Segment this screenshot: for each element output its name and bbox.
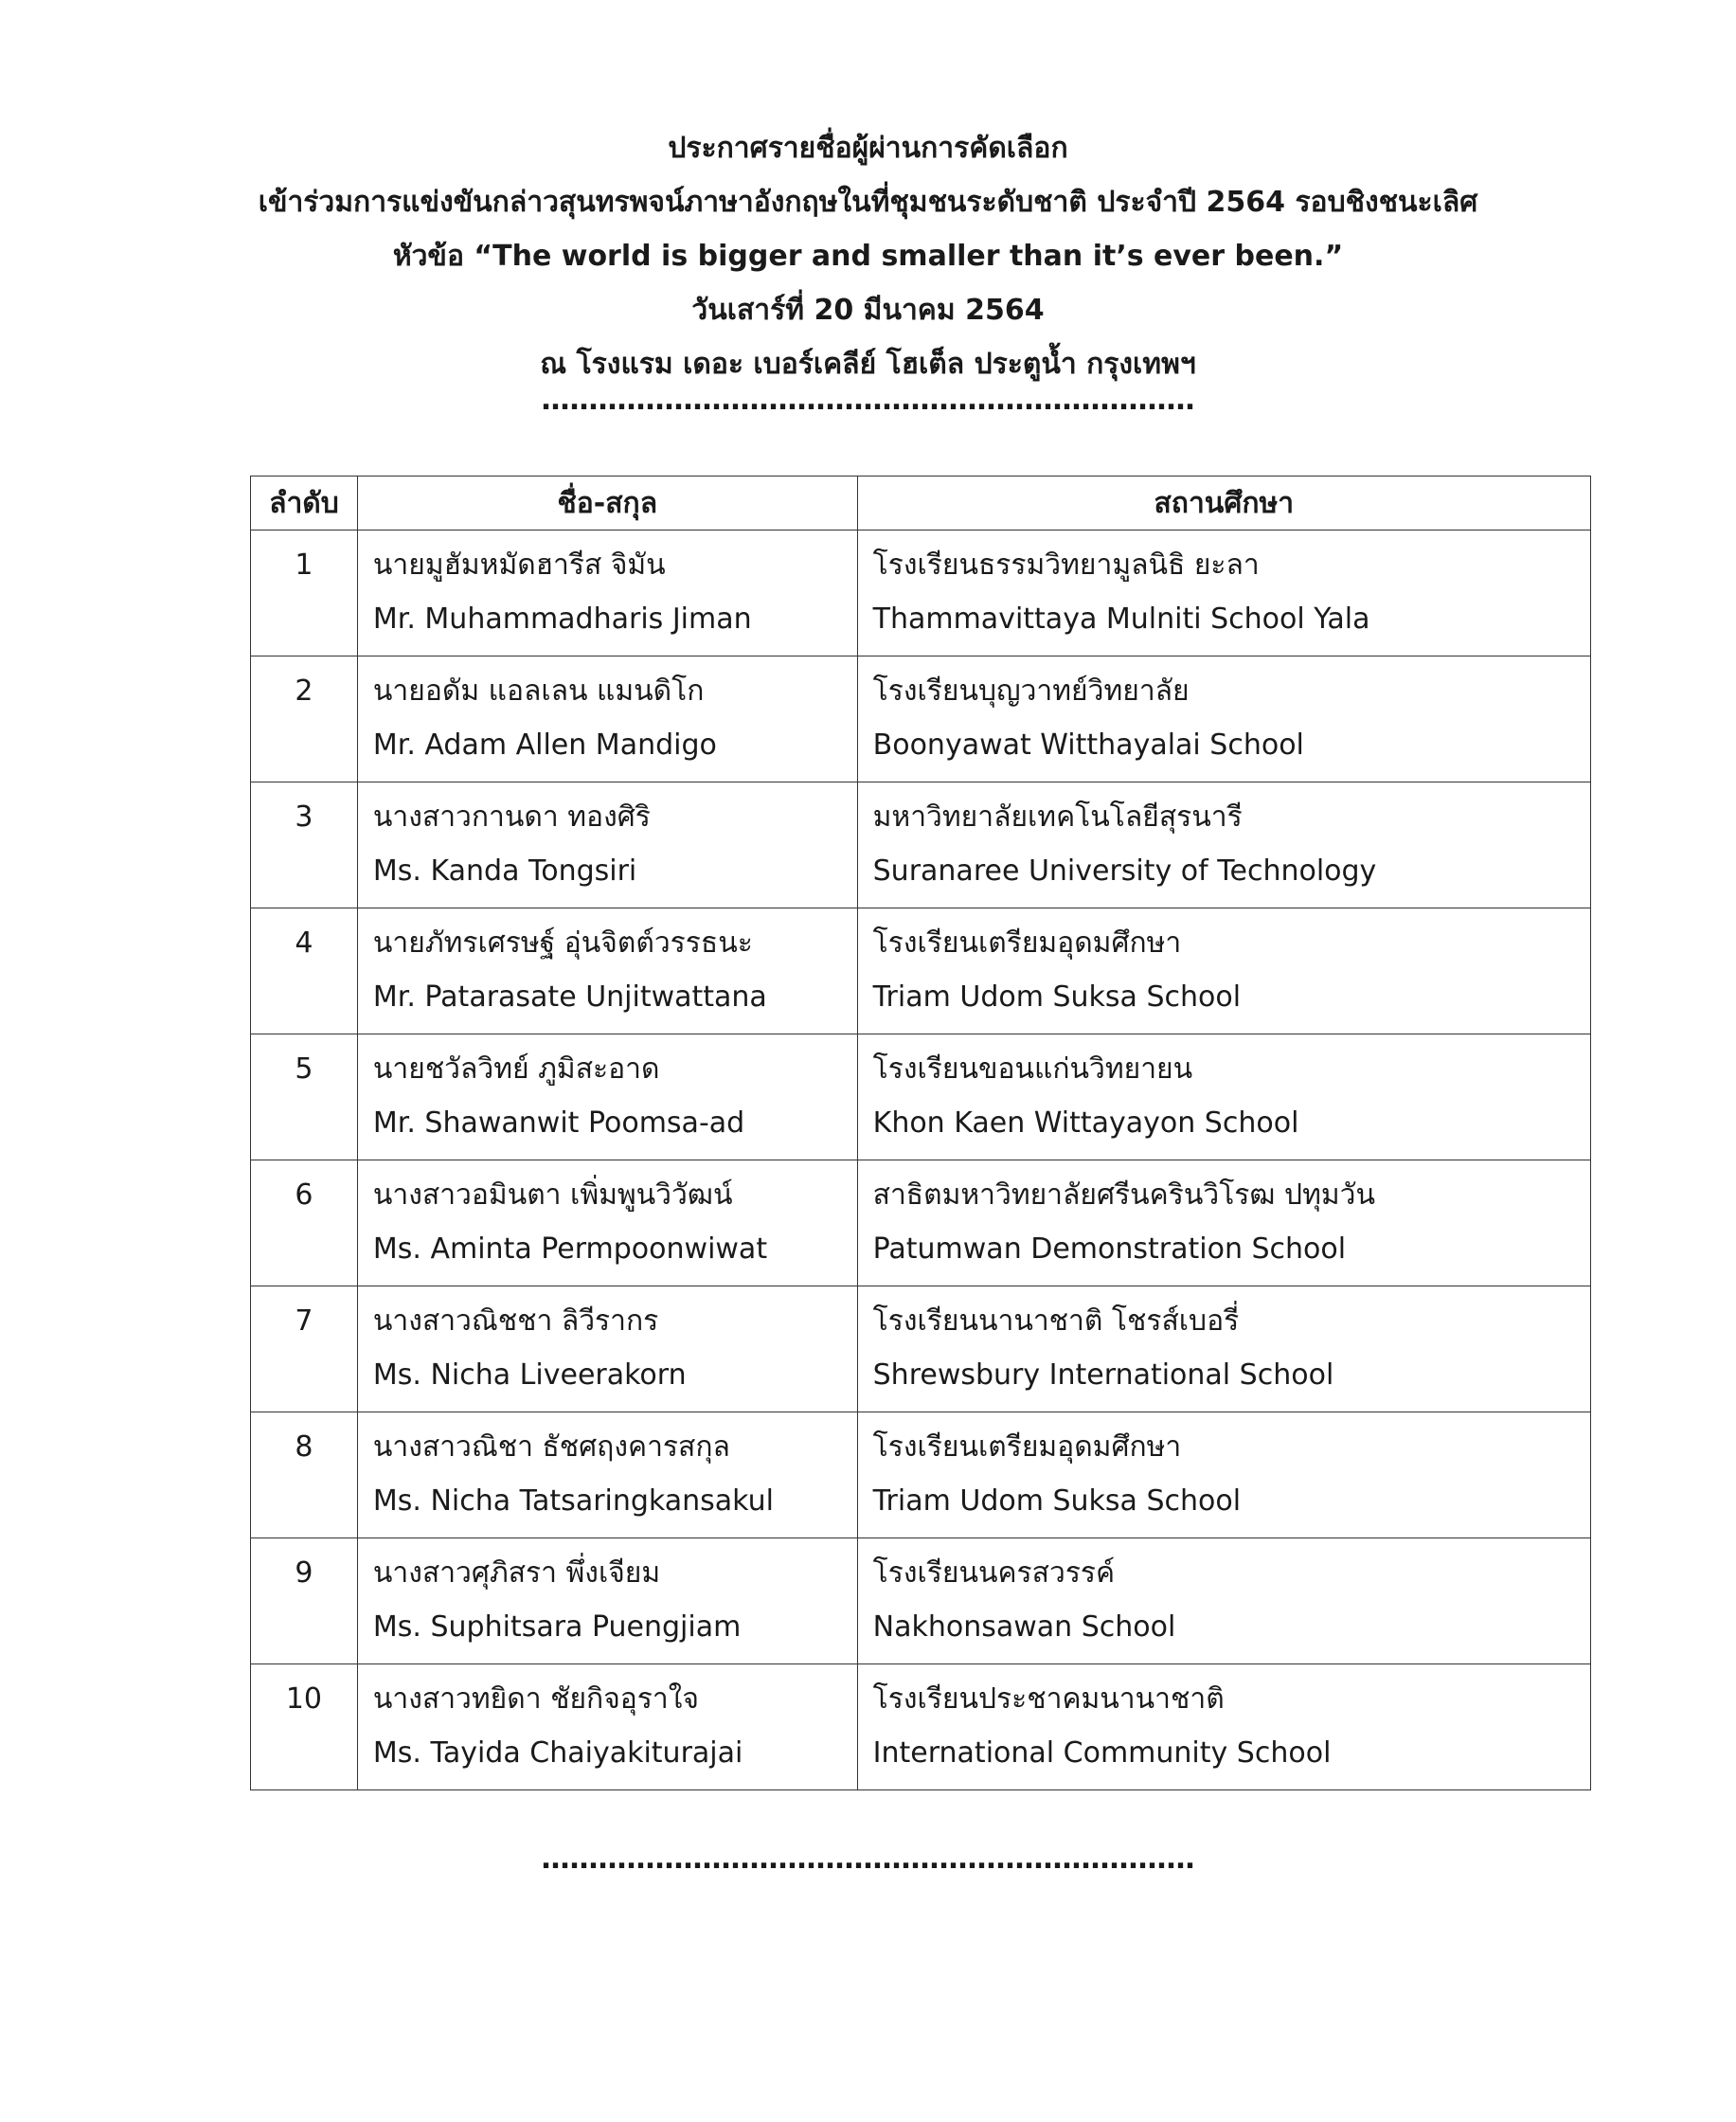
- row-number-cell: [251, 1412, 358, 1538]
- row-number: 2: [295, 674, 313, 708]
- name-cell: [357, 530, 857, 656]
- name-thai: นางสาวศุภิสรา พึ่งเจียม: [372, 1556, 661, 1590]
- speech-topic: หัวข้อ “The world is bigger and smaller than it’s ever been.”: [392, 240, 1344, 273]
- school-thai: โรงเรียนประชาคมนานาชาติ: [872, 1682, 1225, 1716]
- name-english: Mr. Adam Allen Mandigo: [372, 728, 717, 762]
- school-thai: โรงเรียนขอนแก่นวิทยายน: [872, 1052, 1193, 1086]
- name-thai: นางสาวทยิดา ชัยกิจอุราใจ: [372, 1682, 699, 1716]
- school-thai: สาธิตมหาวิทยาลัยศรีนครินวิโรฒ ปทุมวัน: [872, 1178, 1376, 1212]
- name-cell: [357, 656, 857, 782]
- separator-top: ……………………………………………………………: [541, 384, 1195, 417]
- school-cell: [857, 782, 1590, 908]
- separator-bottom: ……………………………………………………………: [541, 1843, 1195, 1876]
- name-cell: [357, 1412, 857, 1538]
- name-english: Mr. Shawanwit Poomsa-ad: [372, 1106, 745, 1140]
- school-english: International Community School: [872, 1736, 1332, 1770]
- competition-name: เข้าร่วมการแข่งขันกล่าวสุนทรพจน์ภาษาอังกฤษในที่ชุมชนระดับชาติ ประจำปี 2564 รอบชิงชนะเลิศ: [258, 186, 1478, 219]
- name-cell: [357, 782, 857, 908]
- table-row: [251, 1286, 1591, 1412]
- school-thai: โรงเรียนนานาชาติ โชรส์เบอรี่: [872, 1304, 1240, 1338]
- row-number: 8: [295, 1430, 313, 1464]
- school-cell: [857, 656, 1590, 782]
- row-number: 1: [295, 548, 313, 582]
- name-cell: [357, 908, 857, 1034]
- name-thai: นางสาวกานดา ทองศิริ: [372, 800, 651, 834]
- school-thai: โรงเรียนนครสวรรค์: [872, 1556, 1116, 1590]
- table-row: [251, 530, 1591, 656]
- table-row: [251, 1160, 1591, 1286]
- school-cell: [857, 908, 1590, 1034]
- school-english: Suranaree University of Technology: [872, 854, 1377, 888]
- name-english: Ms. Nicha Liveerakorn: [372, 1358, 687, 1392]
- column-header-school: สถานศึกษา: [857, 477, 1590, 530]
- row-number: 7: [295, 1304, 313, 1338]
- school-thai: โรงเรียนเตรียมอุดมศึกษา: [872, 1430, 1182, 1464]
- name-english: Mr. Muhammadharis Jiman: [372, 602, 752, 636]
- row-number-cell: [251, 530, 358, 656]
- school-cell: [857, 1412, 1590, 1538]
- name-english: Ms. Kanda Tongsiri: [372, 854, 637, 888]
- school-cell: [857, 1664, 1590, 1790]
- table-row: [251, 1034, 1591, 1160]
- school-thai: โรงเรียนธรรมวิทยามูลนิธิ ยะลา: [872, 548, 1260, 582]
- name-english: Ms. Aminta Permpoonwiwat: [372, 1232, 768, 1266]
- row-number: 3: [295, 800, 313, 834]
- row-number: 6: [295, 1178, 313, 1212]
- school-english: Boonyawat Witthayalai School: [872, 728, 1304, 762]
- name-cell: [357, 1034, 857, 1160]
- name-cell: [357, 1664, 857, 1790]
- school-cell: [857, 1160, 1590, 1286]
- school-english: Shrewsbury International School: [872, 1358, 1334, 1392]
- name-english: Ms. Suphitsara Puengjiam: [372, 1610, 742, 1644]
- finalists-table: [250, 476, 1591, 1790]
- row-number-cell: [251, 782, 358, 908]
- announcement-header: [0, 121, 1736, 391]
- row-number-cell: [251, 1538, 358, 1664]
- school-english: Triam Udom Suksa School: [872, 980, 1242, 1014]
- column-header-number: ลำดับ: [251, 477, 358, 530]
- row-number: 9: [295, 1556, 313, 1590]
- event-venue: ณ โรงแรม เดอะ เบอร์เคลีย์ โฮเต็ล ประตูน้ำ กรุงเทพฯ: [540, 348, 1196, 381]
- school-english: Thammavittaya Mulniti School Yala: [872, 602, 1370, 636]
- table-row: [251, 1412, 1591, 1538]
- name-thai: นายมูฮัมหมัดฮารีส จิมัน: [372, 548, 666, 582]
- name-english: Mr. Patarasate Unjitwattana: [372, 980, 767, 1014]
- school-thai: โรงเรียนเตรียมอุดมศึกษา: [872, 926, 1182, 960]
- school-cell: [857, 1034, 1590, 1160]
- row-number-cell: [251, 1160, 358, 1286]
- school-thai: โรงเรียนบุญวาทย์วิทยาลัย: [872, 674, 1190, 708]
- row-number: 5: [295, 1052, 313, 1086]
- table-row: [251, 908, 1591, 1034]
- row-number-cell: [251, 656, 358, 782]
- school-english: Nakhonsawan School: [872, 1610, 1176, 1644]
- school-english: Patumwan Demonstration School: [872, 1232, 1347, 1266]
- name-thai: นางสาวณิชชา ลิวีรากร: [372, 1304, 659, 1338]
- name-english: Ms. Nicha Tatsaringkansakul: [372, 1484, 774, 1518]
- school-thai: มหาวิทยาลัยเทคโนโลยีสุรนารี: [872, 800, 1243, 834]
- name-thai: นายอดัม แอลเลน แมนดิโก: [372, 674, 705, 708]
- row-number: 4: [295, 926, 313, 960]
- column-header-name: ชื่อ-สกุล: [357, 477, 857, 530]
- name-english: Ms. Tayida Chaiyakiturajai: [372, 1736, 743, 1770]
- name-thai: นายชวัลวิทย์ ภูมิสะอาด: [372, 1052, 660, 1086]
- school-cell: [857, 530, 1590, 656]
- table-row: [251, 1664, 1591, 1790]
- school-english: Khon Kaen Wittayayon School: [872, 1106, 1299, 1140]
- row-number-cell: [251, 1034, 358, 1160]
- name-thai: นางสาวณิชา ธัชศฤงคารสกุล: [372, 1430, 730, 1464]
- row-number-cell: [251, 908, 358, 1034]
- table-header-row: [251, 477, 1591, 530]
- event-date: วันเสาร์ที่ 20 มีนาคม 2564: [691, 294, 1045, 327]
- row-number-cell: [251, 1664, 358, 1790]
- name-cell: [357, 1538, 857, 1664]
- table-row: [251, 656, 1591, 782]
- announcement-title: ประกาศรายชื่อผู้ผ่านการคัดเลือก: [668, 132, 1068, 165]
- table-row: [251, 782, 1591, 908]
- school-english: Triam Udom Suksa School: [872, 1484, 1242, 1518]
- row-number: 10: [285, 1682, 323, 1716]
- school-cell: [857, 1286, 1590, 1412]
- school-cell: [857, 1538, 1590, 1664]
- name-cell: [357, 1286, 857, 1412]
- table-body: [251, 530, 1591, 1790]
- name-cell: [357, 1160, 857, 1286]
- table-row: [251, 1538, 1591, 1664]
- name-thai: นางสาวอมินตา เพิ่มพูนวิวัฒน์: [372, 1178, 733, 1212]
- name-thai: นายภัทรเศรษฐ์ อุ่นจิตต์วรรธนะ: [372, 926, 753, 960]
- row-number-cell: [251, 1286, 358, 1412]
